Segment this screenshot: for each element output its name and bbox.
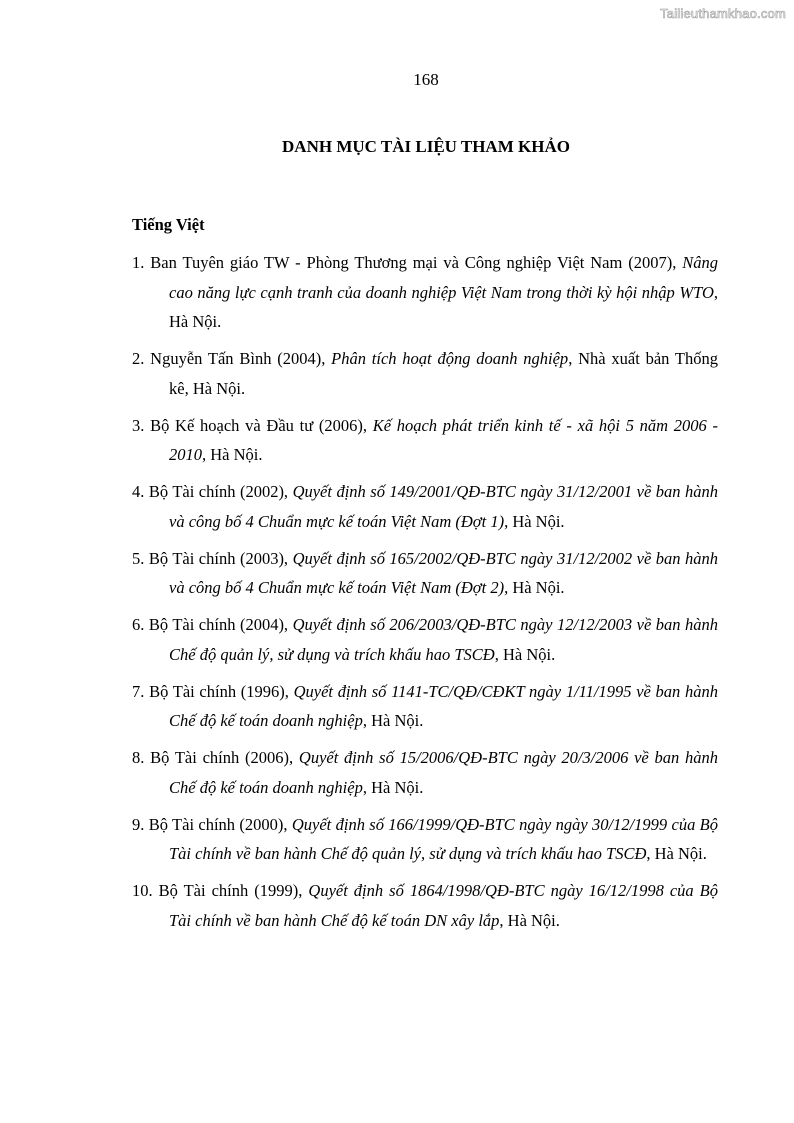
- reference-place: , Hà Nội.: [202, 445, 263, 464]
- reference-place: , Hà Nội.: [504, 578, 565, 597]
- reference-author: Bộ Tài chính (2003),: [148, 548, 289, 568]
- reference-number: 4.: [132, 482, 145, 501]
- reference-number: 8.: [132, 748, 145, 767]
- reference-author: Bộ Kế hoạch và Đầu tư (2006),: [150, 415, 367, 435]
- reference-number: 9.: [132, 814, 145, 834]
- reference-item: [132, 248, 718, 337]
- reference-title: Quyết định số 1864/1998/QĐ-BTC ngày 16/12/1998 của Bộ Tài chính về ban hành Chế độ kế toán DN xây lắp: [169, 881, 719, 930]
- reference-author: Bộ Tài chính (2006),: [150, 748, 294, 767]
- reference-item: [132, 344, 718, 403]
- reference-list: [132, 248, 718, 943]
- reference-place: , Hà Nội.: [494, 644, 556, 664]
- reference-item: [132, 544, 718, 603]
- page-title: DANH MỤC TÀI LIỆU THAM KHẢO: [282, 137, 570, 156]
- page-number: 168: [413, 70, 439, 89]
- reference-number: 2.: [132, 349, 145, 368]
- reference-number: 6.: [132, 615, 145, 634]
- reference-author: Bộ Tài chính (2004),: [148, 615, 289, 634]
- reference-author: Bộ Tài chính (1999),: [158, 881, 303, 900]
- reference-number: 1.: [132, 253, 145, 272]
- reference-title: Quyết định số 206/2003/QĐ-BTC ngày 12/12/2003 về ban hành Chế độ quản lý, sử dụng và trích khấu hao TSCĐ: [169, 615, 719, 664]
- reference-item: [132, 677, 718, 736]
- reference-place: , Hà Nội.: [646, 844, 707, 863]
- reference-item: [132, 411, 718, 470]
- reference-place: , Hà Nội.: [504, 511, 565, 531]
- reference-place: , Nhà xuất bản Thống kê, Hà Nội.: [169, 349, 718, 398]
- reference-item: [132, 477, 718, 536]
- reference-number: 3.: [132, 415, 145, 435]
- reference-item: [132, 810, 718, 869]
- reference-place: , Hà Nội.: [362, 777, 424, 797]
- reference-title: Quyết định số 165/2002/QĐ-BTC ngày 31/12/2002 về ban hành và công bố 4 Chuẩn mực kế toán Việt Nam (Đợt 2): [169, 548, 719, 597]
- reference-place: , Hà Nội.: [169, 282, 718, 331]
- reference-title: Quyết định số 15/2006/QĐ-BTC ngày 20/3/2006 về ban hành Chế độ kế toán doanh nghiệp: [169, 748, 719, 797]
- reference-item: [132, 610, 718, 669]
- section-heading: Tiếng Việt: [132, 215, 205, 234]
- reference-place: , Hà Nội.: [499, 910, 560, 930]
- reference-author: Bộ Tài chính (2000),: [148, 814, 288, 834]
- reference-item: [132, 876, 718, 935]
- reference-place: , Hà Nội.: [362, 711, 424, 730]
- reference-title: Kế hoạch phát triển kinh tế - xã hội 5 năm 2006 - 2010: [169, 415, 719, 464]
- reference-author: Bộ Tài chính (2002),: [148, 482, 289, 501]
- reference-number: 7.: [132, 681, 145, 701]
- reference-title: Quyết định số 166/1999/QĐ-BTC ngày ngày 30/12/1999 của Bộ Tài chính về ban hành Chế độ quản lý, sử dụng và trích khấu hao TSCĐ: [169, 814, 719, 863]
- reference-title: Phân tích hoạt động doanh nghiệp: [331, 349, 569, 368]
- reference-title: Quyết định số 149/2001/QĐ-BTC ngày 31/12/2001 về ban hành và công bố 4 Chuẩn mực kế toán Việt Nam (Đợt 1): [169, 482, 719, 531]
- watermark: Tailieuthamkhao.com: [660, 6, 786, 21]
- reference-number: 5.: [132, 548, 145, 568]
- reference-number: 10.: [132, 881, 153, 900]
- reference-author: Ban Tuyên giáo TW - Phòng Thương mại và Công nghiệp Việt Nam (2007),: [150, 253, 677, 272]
- reference-title: Quyết định số 1141-TC/QĐ/CĐKT ngày 1/11/1995 về ban hành Chế độ kế toán doanh nghiệp: [169, 681, 719, 730]
- reference-title: Nâng cao năng lực cạnh tranh của doanh nghiệp Việt Nam trong thời kỳ hội nhập WTO: [169, 253, 719, 302]
- reference-author: Nguyễn Tấn Bình (2004),: [150, 349, 326, 368]
- reference-author: Bộ Tài chính (1996),: [149, 681, 289, 701]
- reference-item: [132, 743, 718, 802]
